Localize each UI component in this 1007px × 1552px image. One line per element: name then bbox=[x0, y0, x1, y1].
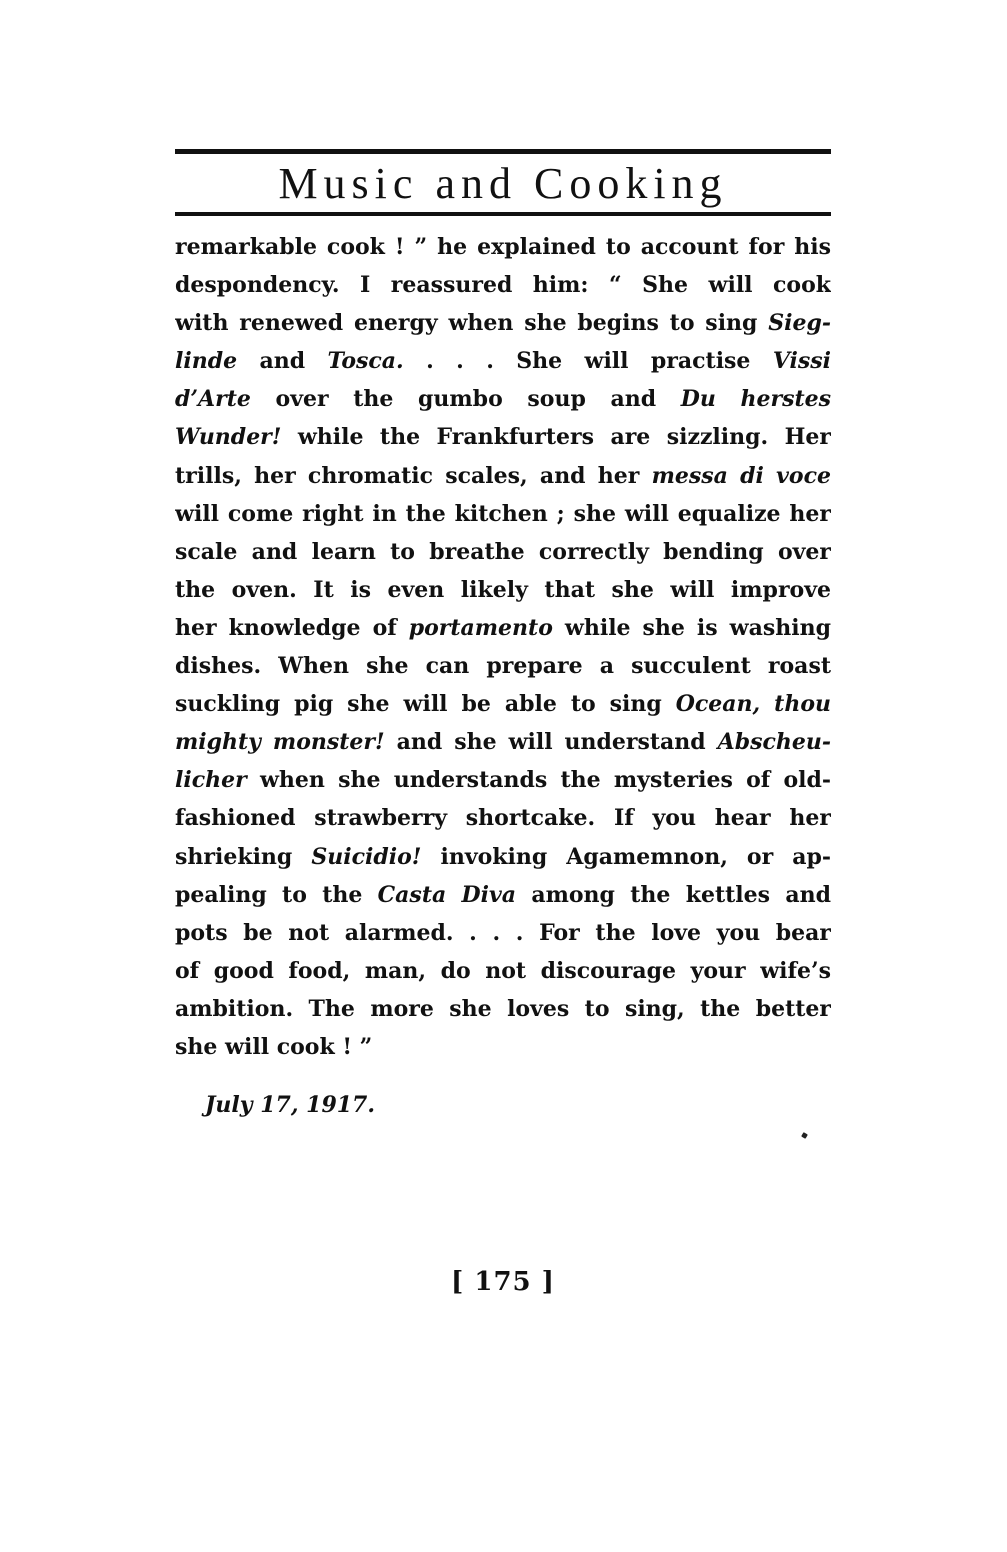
italic-title: Sieg- bbox=[768, 310, 831, 337]
header-rule-bottom bbox=[175, 212, 831, 216]
page-number: [ 175 ] bbox=[451, 1267, 555, 1297]
italic-title: linde bbox=[175, 348, 238, 375]
italic-title: Wunder! bbox=[175, 424, 282, 451]
body-line: ambition. The more she loves to sing, the better bbox=[175, 995, 831, 1022]
body-line: with renewed energy when she begins to sing Sieg- bbox=[175, 310, 831, 337]
italic-title: Suicidio! bbox=[311, 843, 422, 870]
body-line: fashioned strawberry shortcake. If you hear her bbox=[175, 805, 831, 832]
body-line: Wunder! while the Frankfurters are sizzling. Her bbox=[175, 424, 831, 451]
body-line: the oven. It is even likely that she will improve bbox=[175, 576, 831, 603]
italic-title: d’Arte bbox=[175, 386, 251, 413]
dateline: July 17, 1917. bbox=[205, 1092, 376, 1118]
italic-title: licher bbox=[175, 767, 247, 794]
body-line: scale and learn to breathe correctly bending over bbox=[175, 538, 831, 565]
body-line: will come right in the kitchen ; she will equalize her bbox=[175, 500, 831, 527]
italic-title: Vissi bbox=[772, 348, 831, 375]
body-line: her knowledge of portamento while she is washing bbox=[175, 614, 831, 641]
body-line: mighty monster! and she will understand Abscheu- bbox=[175, 729, 831, 756]
italic-title: messa di voce bbox=[651, 462, 831, 489]
body-line: suckling pig she will be able to sing Ocean, thou bbox=[175, 691, 831, 718]
body-line: of good food, man, do not discourage your wife’s bbox=[175, 957, 831, 984]
header-rule-top bbox=[175, 149, 831, 154]
body-line: licher when she understands the mysteries of old- bbox=[175, 767, 831, 794]
body-line: dishes. When she can prepare a succulent roast bbox=[175, 653, 831, 680]
italic-title: Tosca. bbox=[327, 348, 404, 375]
body-line: d’Arte over the gumbo soup and Du herstes bbox=[175, 386, 831, 413]
italic-title: Abscheu- bbox=[717, 729, 831, 756]
body-line: pots be not alarmed. . . . For the love you bear bbox=[175, 919, 831, 946]
italic-title: Casta Diva bbox=[377, 881, 517, 908]
running-head: Music and Cooking bbox=[278, 159, 728, 208]
body-line: remarkable cook ! ” he explained to account for his bbox=[175, 234, 831, 260]
italic-title: portamento bbox=[408, 614, 553, 641]
italic-title: Du herstes bbox=[680, 386, 831, 413]
italic-title: mighty monster! bbox=[175, 729, 385, 756]
body-text bbox=[175, 228, 831, 1066]
body-line: shrieking Suicidio! invoking Agamemnon, or ap- bbox=[175, 843, 831, 870]
body-line: she will cook ! ” bbox=[175, 1033, 373, 1060]
body-line: pealing to the Casta Diva among the kettles and bbox=[175, 881, 831, 908]
body-line: despondency. I reassured him: “ She will cook bbox=[175, 272, 831, 299]
ink-speck bbox=[801, 1132, 808, 1139]
body-line: trills, her chromatic scales, and her messa di voce bbox=[175, 462, 831, 489]
italic-title: Ocean, thou bbox=[675, 691, 831, 718]
body-line: linde and Tosca. . . . She will practise Vissi bbox=[175, 348, 831, 375]
